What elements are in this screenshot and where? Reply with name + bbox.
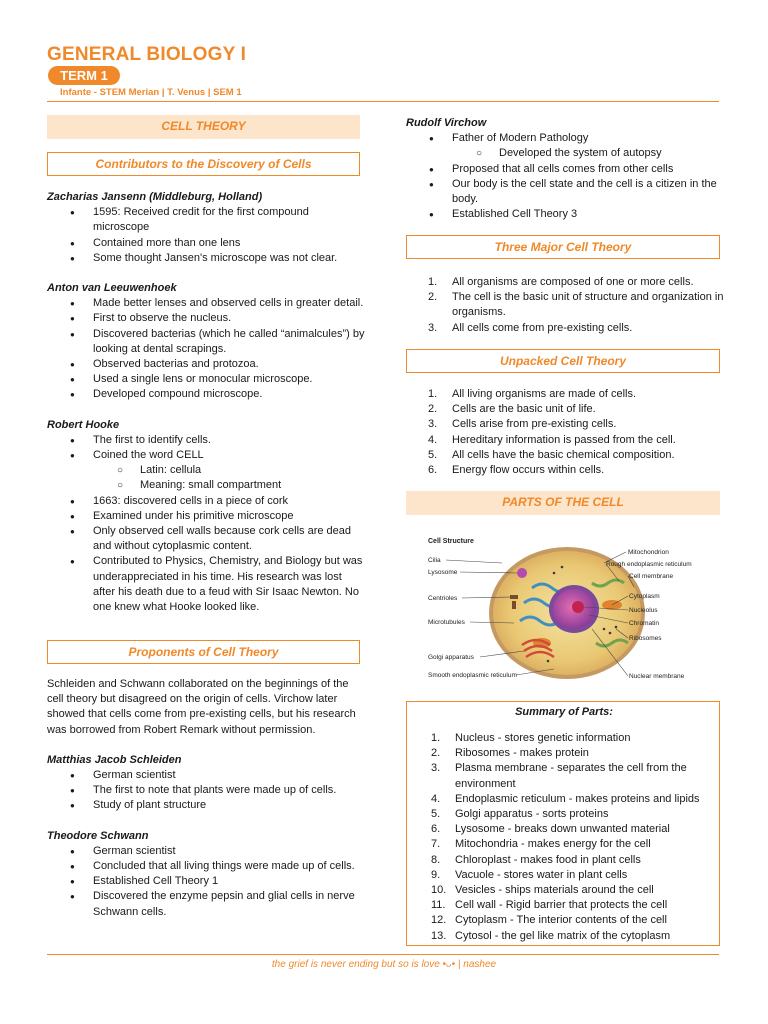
proponents-paragraph: Schleiden and Schwann collaborated on the beginnings of the cell theory but disagreed on the origin of cells. Virchow later showed that cells come from pre-existing cells, but his research was borrowed from Robert Remark without permission. bbox=[47, 678, 356, 736]
hooke-name: Robert Hooke bbox=[47, 418, 120, 431]
list-item: ● Concluded that all living things were made up of cells. bbox=[47, 859, 365, 874]
figure-label-centrioles: Centrioles bbox=[428, 595, 458, 602]
schwann-list bbox=[47, 844, 365, 920]
list-item: ● Our body is the cell state and the cell is a citizen in the body. bbox=[406, 177, 724, 207]
parts-of-cell-heading: PARTS OF THE CELL bbox=[406, 491, 720, 515]
figure-label-nucleolus: Nucleolus bbox=[629, 607, 658, 614]
leeuwenhoek-name: Anton van Leeuwenhoek bbox=[47, 282, 177, 295]
list-item: ● Discovered bacterias (which he called “animalcules”) by looking at dental scrapings. bbox=[47, 327, 365, 357]
list-item: ● Contributed to Physics, Chemistry, and Biology but was underappreciated in his time. His research was lost after his death due to a feud with Sir Isaac Newton. No one knew what Hooke looked like. bbox=[47, 554, 365, 615]
list-item: 8. Chloroplast - makes food in plant cells bbox=[431, 853, 641, 866]
virchow-name: Rudolf Virchow bbox=[406, 117, 487, 129]
footer-text: the grief is never ending but so is love •ᴗ• | nashee bbox=[271, 959, 497, 970]
list-item: 9. Vacuole - stores water in plant cells bbox=[431, 868, 628, 881]
figure-label-nuclear-membrane: Nuclear membrane bbox=[629, 673, 685, 680]
list-item: ● Only observed cell walls because cork cells are dead and without cytoplasmic content. bbox=[47, 524, 365, 554]
virchow-list bbox=[406, 131, 724, 146]
list-item: ○ Latin: cellula bbox=[47, 463, 365, 478]
hooke-list-continued bbox=[47, 494, 365, 616]
virchow-sublist bbox=[406, 146, 724, 161]
figure-label-chromatin: Chromatin bbox=[629, 620, 659, 627]
list-item: ● Established Cell Theory 3 bbox=[406, 207, 724, 222]
summary-list bbox=[409, 731, 721, 944]
list-item: ● The first to identify cells. bbox=[47, 433, 365, 448]
nucleolus-shape bbox=[572, 601, 584, 613]
left-column-lower bbox=[47, 677, 365, 920]
term-badge: TERM 1 bbox=[48, 66, 120, 85]
list-item: ● Father of Modern Pathology bbox=[406, 131, 724, 146]
figure-title: Cell Structure bbox=[428, 538, 474, 545]
jansen-name: Zacharias Jansenn (Middleburg, Holland) bbox=[47, 191, 263, 203]
list-item: 1. All living organisms are made of cells. bbox=[428, 388, 637, 400]
figure-label-ribosomes: Ribosomes bbox=[629, 635, 662, 642]
list-item: ● First to observe the nucleus. bbox=[47, 311, 365, 326]
list-item: ○ Developed the system of autopsy bbox=[406, 146, 724, 161]
virchow-section bbox=[406, 116, 724, 222]
left-column-body bbox=[47, 190, 365, 615]
footer-rule bbox=[47, 954, 719, 955]
list-item: ● Established Cell Theory 1 bbox=[47, 874, 365, 889]
list-item: ● Examined under his primitive microscope bbox=[47, 509, 365, 524]
cell-structure-diagram bbox=[424, 533, 704, 685]
hooke-sublist bbox=[47, 463, 365, 493]
list-item: 6. Energy flow occurs within cells. bbox=[428, 464, 605, 477]
list-item: 10. Vesicles - ships materials around the cell bbox=[431, 884, 654, 897]
list-item: 2. Ribosomes - makes protein bbox=[431, 747, 589, 760]
proponents-heading: Proponents of Cell Theory bbox=[47, 640, 360, 664]
hooke-list bbox=[47, 433, 365, 463]
list-item: 3. Plasma membrane - separates the cell from the environment bbox=[431, 762, 687, 790]
centriole-shape bbox=[510, 595, 518, 599]
lysosome-shape bbox=[517, 568, 527, 578]
list-item: 2. Cells are the basic unit of life. bbox=[428, 403, 596, 416]
list-item: 1. Nucleus - stores genetic information bbox=[431, 732, 631, 744]
list-item: 13. Cytosol - the gel like matrix of the cytoplasm bbox=[431, 929, 671, 942]
three-major-list bbox=[406, 275, 724, 336]
three-major-heading: Three Major Cell Theory bbox=[406, 235, 720, 259]
list-item: 11. Cell wall - Rigid barrier that protects the cell bbox=[431, 899, 668, 912]
list-item: ● German scientist bbox=[47, 768, 365, 783]
schleiden-name: Matthias Jacob Schleiden bbox=[47, 753, 182, 766]
cell-theory-heading: CELL THEORY bbox=[47, 115, 360, 139]
unpacked-section bbox=[406, 387, 724, 478]
figure-label-smooth-er: Smooth endoplasmic reticulum bbox=[428, 672, 517, 679]
list-item: ● Observed bacterias and protozoa. bbox=[47, 357, 365, 372]
summary-title: Summary of Parts: bbox=[515, 706, 613, 718]
list-item: 2. The cell is the basic unit of structure and organization in organisms. bbox=[428, 291, 724, 319]
document-title: GENERAL BIOLOGY I bbox=[47, 44, 247, 65]
list-item: ● Developed compound microscope. bbox=[47, 387, 365, 402]
contributors-heading: Contributors to the Discovery of Cells bbox=[47, 152, 360, 176]
byline: Infante - STEM Merian | T. Venus | SEM 1 bbox=[60, 87, 242, 98]
list-item: 4. Endoplasmic reticulum - makes proteins and lipids bbox=[431, 792, 700, 805]
list-item: 1. All organisms are composed of one or more cells. bbox=[428, 276, 694, 288]
figure-label-microtubules: Microtubules bbox=[428, 619, 465, 626]
list-item: ● 1663: discovered cells in a piece of cork bbox=[47, 494, 365, 509]
unpacked-list bbox=[406, 387, 724, 478]
list-item: ● Discovered the enzyme pepsin and glial cells in nerve Schwann cells. bbox=[47, 889, 365, 919]
list-item: 12. Cytoplasm - The interior contents of the cell bbox=[431, 914, 667, 927]
unpacked-heading: Unpacked Cell Theory bbox=[406, 349, 720, 373]
list-item: ● Proposed that all cells comes from other cells bbox=[406, 162, 724, 177]
figure-label-cytoplasm: Cytoplasm bbox=[629, 593, 660, 600]
leeuwenhoek-list bbox=[47, 296, 365, 402]
list-item: ● Made better lenses and observed cells in greater detail. bbox=[47, 296, 365, 311]
list-item: 6. Lysosome - breaks down unwanted material bbox=[431, 823, 670, 836]
list-item: 3. Cells arise from pre-existing cells. bbox=[428, 418, 617, 431]
schwann-name: Theodore Schwann bbox=[47, 829, 149, 842]
list-item: ● The first to note that plants were made up of cells. bbox=[47, 783, 365, 798]
figure-label-cilia: Cilia bbox=[428, 557, 441, 564]
list-item: ● German scientist bbox=[47, 844, 365, 859]
figure-label-golgi: Golgi apparatus bbox=[428, 654, 474, 661]
list-item: 5. Golgi apparatus - sorts proteins bbox=[431, 808, 609, 821]
list-item: ● Coined the word CELL bbox=[47, 448, 365, 463]
list-item: 5. All cells have the basic chemical composition. bbox=[428, 448, 675, 461]
schleiden-list bbox=[47, 768, 365, 814]
figure-label-rough-er: Rough endoplasmic reticulum bbox=[606, 561, 692, 568]
three-major-section bbox=[406, 275, 724, 336]
list-item: ● Some thought Jansen's microscope was not clear. bbox=[47, 251, 365, 266]
list-item: ○ Meaning: small compartment bbox=[47, 478, 365, 493]
header-rule bbox=[47, 101, 719, 102]
list-item: 3. All cells come from pre-existing cells. bbox=[428, 321, 633, 334]
figure-label-cell-membrane: Cell membrane bbox=[629, 573, 674, 580]
list-item: 7. Mitochondria - makes energy for the cell bbox=[431, 838, 651, 851]
list-item: 4. Hereditary information is passed from the cell. bbox=[428, 433, 676, 446]
jansen-list bbox=[47, 205, 365, 266]
summary-box bbox=[406, 701, 720, 946]
list-item: ● 1595: Received credit for the first compound microscope bbox=[47, 205, 365, 235]
virchow-list-continued bbox=[406, 162, 724, 223]
figure-label-mitochondrion: Mitochondrion bbox=[628, 549, 669, 556]
list-item: ● Study of plant structure bbox=[47, 798, 365, 813]
centriole-shape bbox=[512, 601, 516, 609]
figure-label-lysosome: Lysosome bbox=[428, 569, 458, 576]
list-item: ● Used a single lens or monocular microscope. bbox=[47, 372, 365, 387]
list-item: ● Contained more than one lens bbox=[47, 236, 365, 251]
